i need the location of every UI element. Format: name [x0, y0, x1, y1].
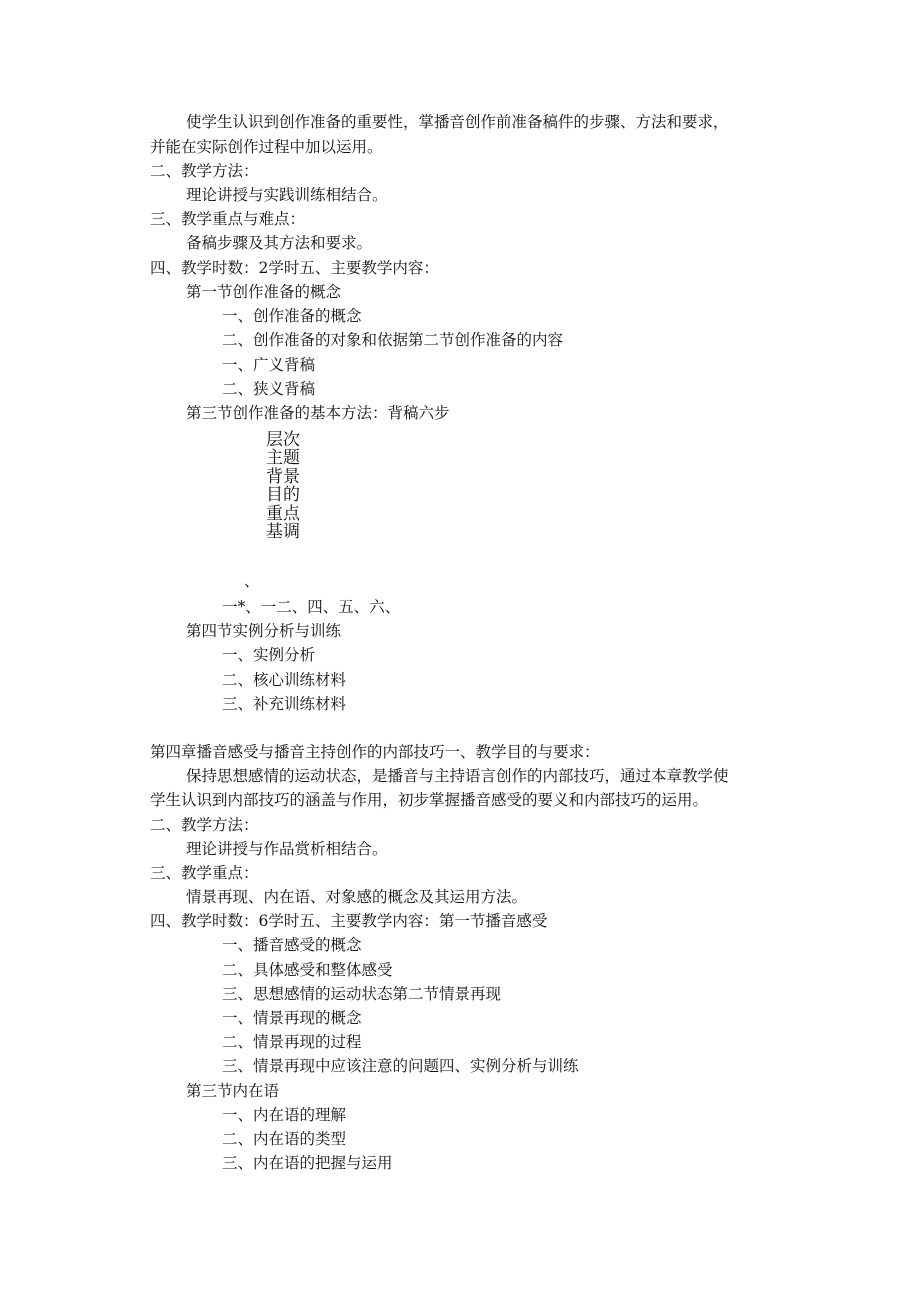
- list-item: 二、创作准备的对象和依据第二节创作准备的内容: [222, 331, 564, 349]
- section-1-title: 第一节创作准备的概念: [186, 283, 342, 301]
- method-text: 理论讲授与实践训练相结合。: [186, 186, 388, 204]
- stray-mark: 、: [244, 572, 260, 590]
- teaching-hours-line: 四、教学时数：6学时五、主要教学内容：第一节播音感受: [150, 912, 548, 930]
- list-item: 二、核心训练材料: [222, 671, 347, 689]
- list-item: 三、补充训练材料: [222, 695, 347, 713]
- chapter-title: 第四章播音感受与播音主持创作的内部技巧一、教学目的与要求：: [150, 743, 600, 761]
- list-item: 一、广义背稿: [222, 356, 316, 374]
- list-item: 三、情景再现中应该注意的问题四、实例分析与训练: [222, 1057, 579, 1075]
- key-points-text: 情景再现、内在语、对象感的概念及其运用方法。: [186, 888, 528, 906]
- list-item: 二、情景再现的过程: [222, 1033, 362, 1051]
- list-item: 一、情景再现的概念: [222, 1009, 362, 1027]
- six-step-item: 层次: [266, 430, 300, 450]
- section-3-title: 第三节创作准备的基本方法：背稿六步: [186, 404, 450, 422]
- six-step-item: 背景: [266, 467, 300, 487]
- objective-paragraph-line-2: 并能在实际创作过程中加以运用。: [150, 138, 383, 156]
- six-step-item: 重点: [266, 504, 300, 524]
- list-item: 三、内在语的把握与运用: [222, 1154, 393, 1172]
- key-points-text: 备稿步骤及其方法和要求。: [186, 234, 373, 252]
- key-points-heading: 三、教学重点：: [150, 864, 259, 882]
- list-item: 一、内在语的理解: [222, 1106, 347, 1124]
- list-item: 一、创作准备的概念: [222, 307, 362, 325]
- method-text: 理论讲授与作品赏析相结合。: [186, 840, 388, 858]
- six-step-item: 主题: [266, 448, 300, 468]
- six-step-item: 目的: [266, 485, 300, 505]
- list-item: 三、思想感情的运动状态第二节情景再现: [222, 985, 502, 1003]
- method-heading: 二、教学方法：: [150, 816, 259, 834]
- section-3-title: 第三节内在语: [186, 1082, 280, 1100]
- list-item: 二、狭义背稿: [222, 380, 316, 398]
- list-item: 二、内在语的类型: [222, 1130, 347, 1148]
- list-item: 一、实例分析: [222, 646, 316, 664]
- objective-paragraph-line-1: 保持思想感情的运动状态，是播音与主持语言创作的内部技巧，通过本章教学使: [186, 767, 729, 785]
- list-item: 一、播音感受的概念: [222, 936, 362, 954]
- list-item: 二、具体感受和整体感受: [222, 961, 393, 979]
- six-step-item: 基调: [266, 522, 300, 542]
- ordinal-list: 一*、一二、四、五、六、: [222, 598, 401, 616]
- section-4-title: 第四节实例分析与训练: [186, 622, 342, 640]
- teaching-hours-line: 四、教学时数：2学时五、主要教学内容：: [150, 259, 439, 277]
- objective-paragraph-line-2: 学生认识到内部技巧的涵盖与作用，初步掌握播音感受的要义和内部技巧的运用。: [150, 791, 709, 809]
- method-heading: 二、教学方法：: [150, 162, 259, 180]
- key-points-heading: 三、教学重点与难点：: [150, 210, 306, 228]
- objective-paragraph-line-1: 使学生认识到创作准备的重要性，掌播音创作前准备稿件的步骤、方法和要求，: [186, 113, 729, 131]
